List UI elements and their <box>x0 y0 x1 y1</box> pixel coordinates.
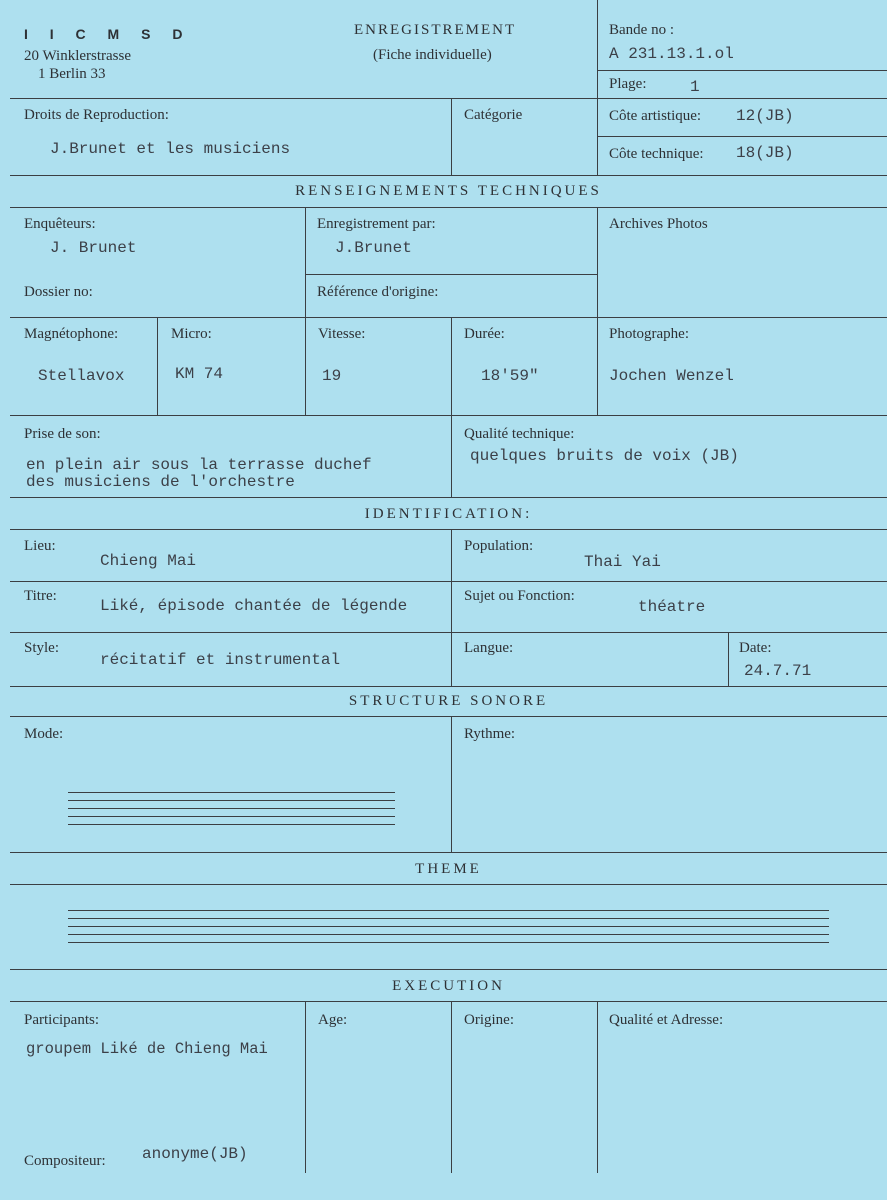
titre-label: Titre: <box>24 588 57 604</box>
lieu-value: Chieng Mai <box>100 552 197 570</box>
compositeur-value: anonyme(JB) <box>142 1145 248 1163</box>
archives-photos-label: Archives Photos <box>609 216 708 232</box>
rythme-label: Rythme: <box>464 726 516 742</box>
rule <box>10 632 887 633</box>
rule <box>10 581 887 582</box>
titre-value: Liké, épisode chantée de légende <box>100 597 408 615</box>
participants-label: Participants: <box>24 1012 99 1028</box>
address-line-1: 20 Winklerstrasse <box>24 48 132 64</box>
rule <box>597 1001 598 1173</box>
duree-value: 18'59" <box>481 367 539 385</box>
magnetophone-label: Magnétophone: <box>24 326 119 342</box>
age-label: Age: <box>318 1012 348 1028</box>
duree-label: Durée: <box>464 326 505 342</box>
section-title-identification: IDENTIFICATION: <box>364 506 533 522</box>
mode-label: Mode: <box>24 726 64 742</box>
institution-name: I I C M S D <box>24 26 192 42</box>
rule <box>10 207 887 208</box>
rule <box>10 415 887 416</box>
cote-artistique-label: Côte artistique: <box>609 108 702 124</box>
plage-label: Plage: <box>609 76 647 92</box>
enqueteurs-label: Enquêteurs: <box>24 216 96 232</box>
enregistrement-par-label: Enregistrement par: <box>317 216 436 232</box>
form-title: ENREGISTREMENT <box>354 22 517 38</box>
cote-technique-value: 18(JB) <box>736 144 794 162</box>
cote-artistique-value: 12(JB) <box>736 107 794 125</box>
date-value: 24.7.71 <box>744 662 812 680</box>
micro-label: Micro: <box>171 326 212 342</box>
bande-value: A 231.13.1.ol <box>609 45 734 63</box>
rule <box>451 98 452 175</box>
rights-label: Droits de Reproduction: <box>24 107 169 123</box>
compositeur-label: Compositeur: <box>24 1153 106 1169</box>
sujet-label: Sujet ou Fonction: <box>464 588 575 604</box>
rule <box>10 98 887 99</box>
rule <box>305 207 306 317</box>
qualite-technique-label: Qualité technique: <box>464 426 575 442</box>
section-title-structure: STRUCTURE SONORE <box>348 693 549 709</box>
section-title-technical: RENSEIGNEMENTS TECHNIQUES <box>295 183 602 199</box>
rule <box>157 317 158 415</box>
enregistrement-par-value: J.Brunet <box>335 239 412 257</box>
date-label: Date: <box>739 640 772 656</box>
rule <box>451 716 452 852</box>
micro-value: KM 74 <box>175 365 224 383</box>
style-value: récitatif et instrumental <box>100 651 341 669</box>
lieu-label: Lieu: <box>24 538 56 554</box>
population-label: Population: <box>464 538 534 554</box>
rule <box>305 1001 306 1173</box>
rule <box>10 317 887 318</box>
rule <box>10 1001 887 1002</box>
prise-de-son-label: Prise de son: <box>24 426 101 442</box>
rule <box>10 529 887 530</box>
rule <box>10 716 887 717</box>
prise-de-son-value-line1: en plein air sous la terrasse duchef <box>26 456 372 474</box>
photographe-value: Jochen Wenzel <box>609 367 734 385</box>
rule <box>597 317 598 415</box>
staff-line <box>68 942 829 943</box>
rule <box>451 415 452 497</box>
photographe-label: Photographe: <box>609 326 689 342</box>
address-line-2: 1 Berlin 33 <box>38 66 106 82</box>
staff-line <box>68 824 395 825</box>
participants-value: groupem Liké de Chieng Mai <box>26 1040 268 1058</box>
rule <box>451 317 452 415</box>
staff-line <box>68 816 395 817</box>
rule <box>305 317 306 415</box>
staff-line <box>68 910 829 911</box>
staff-line <box>68 792 395 793</box>
rule <box>10 884 887 885</box>
staff-line <box>68 808 395 809</box>
rule <box>10 497 887 498</box>
qualite-adresse-label: Qualité et Adresse: <box>609 1012 724 1028</box>
rule <box>10 686 887 687</box>
style-label: Style: <box>24 640 60 656</box>
reference-label: Référence d'origine: <box>317 284 439 300</box>
rights-value: J.Brunet et les musiciens <box>50 140 291 158</box>
rule <box>728 632 729 686</box>
form-subtitle: (Fiche individuelle) <box>373 47 492 63</box>
rule <box>597 136 887 137</box>
population-value: Thai Yai <box>584 553 661 571</box>
vitesse-value: 19 <box>322 367 342 385</box>
rule <box>451 529 452 686</box>
staff-line <box>68 934 829 935</box>
section-title-execution: EXECUTION <box>392 978 505 994</box>
rule <box>10 175 887 176</box>
staff-line <box>68 800 395 801</box>
langue-label: Langue: <box>464 640 514 656</box>
dossier-label: Dossier no: <box>24 284 93 300</box>
sujet-value: théatre <box>638 598 706 616</box>
rule <box>597 0 598 175</box>
vitesse-label: Vitesse: <box>318 326 366 342</box>
rule <box>597 207 598 317</box>
staff-line <box>68 926 829 927</box>
qualite-technique-value: quelques bruits de voix (JB) <box>470 447 739 465</box>
bande-label: Bande no : <box>609 22 674 38</box>
rule <box>10 969 887 970</box>
plage-value: 1 <box>690 78 700 96</box>
enqueteurs-value: J. Brunet <box>50 239 137 257</box>
cote-technique-label: Côte technique: <box>609 146 704 162</box>
origine-label: Origine: <box>464 1012 514 1028</box>
rule <box>451 1001 452 1173</box>
magnetophone-value: Stellavox <box>38 367 125 385</box>
categorie-label: Catégorie <box>464 107 523 123</box>
section-title-theme: THEME <box>415 861 482 877</box>
rule <box>597 70 887 71</box>
staff-line <box>68 918 829 919</box>
rule <box>10 852 887 853</box>
rule <box>305 274 597 275</box>
prise-de-son-value-line2: des musiciens de l'orchestre <box>26 473 295 491</box>
